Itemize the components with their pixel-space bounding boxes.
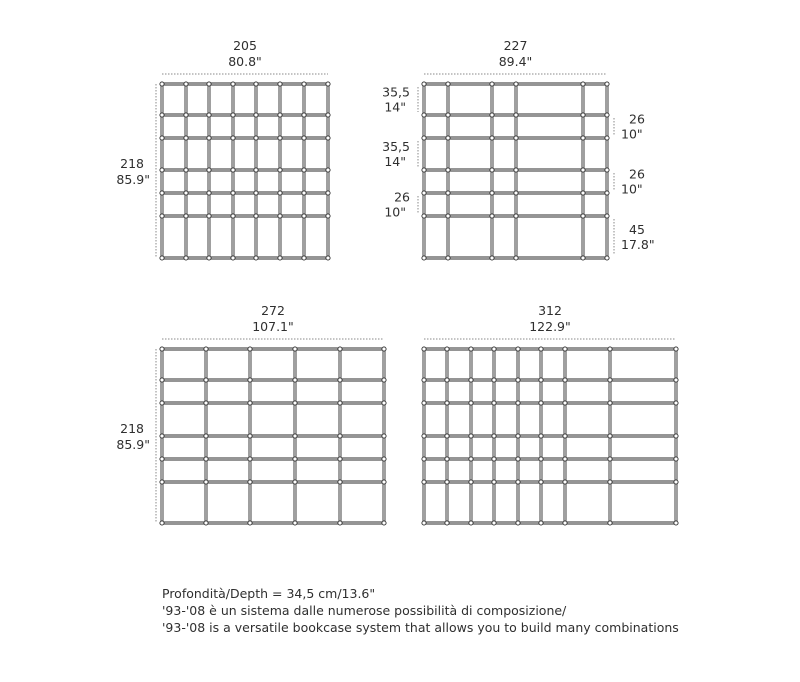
- joint-node: [445, 434, 449, 438]
- joint-node: [422, 256, 426, 260]
- row-label-in: 17.8": [621, 237, 655, 252]
- joint-node: [514, 113, 518, 117]
- joint-node: [231, 136, 235, 140]
- joint-node: [514, 256, 518, 260]
- joint-node: [293, 434, 297, 438]
- joint-node: [605, 82, 609, 86]
- joint-node: [338, 521, 342, 525]
- joint-node: [445, 521, 449, 525]
- joint-node: [204, 434, 208, 438]
- width-label-cm: 205: [233, 38, 257, 53]
- joint-node: [539, 521, 543, 525]
- width-label-cm: 227: [503, 38, 528, 53]
- joint-node: [608, 378, 612, 382]
- joint-node: [338, 434, 342, 438]
- joint-node: [445, 457, 449, 461]
- joint-node: [293, 378, 297, 382]
- joint-node: [605, 168, 609, 172]
- joint-node: [160, 191, 164, 195]
- joint-node: [302, 168, 306, 172]
- joint-node: [326, 168, 330, 172]
- row-label-cm: 26: [629, 111, 645, 127]
- joint-node: [160, 347, 164, 351]
- joint-node: [422, 434, 426, 438]
- joint-node: [248, 378, 252, 382]
- joint-node: [302, 82, 306, 86]
- joint-node: [674, 521, 678, 525]
- joint-node: [605, 136, 609, 140]
- joint-node: [674, 378, 678, 382]
- height-label-in: 85.9": [116, 437, 150, 452]
- joint-node: [338, 401, 342, 405]
- joint-node: [302, 256, 306, 260]
- row-label-in: 10": [621, 181, 643, 197]
- joint-node: [207, 82, 211, 86]
- joint-node: [160, 214, 164, 218]
- joint-node: [674, 457, 678, 461]
- row-label-cm: 26: [394, 189, 410, 205]
- joint-node: [608, 434, 612, 438]
- joint-node: [422, 401, 426, 405]
- joint-node: [563, 347, 567, 351]
- joint-node: [581, 113, 585, 117]
- joint-node: [207, 136, 211, 140]
- joint-node: [492, 480, 496, 484]
- joint-node: [326, 136, 330, 140]
- joint-node: [204, 401, 208, 405]
- joint-node: [207, 256, 211, 260]
- joint-node: [338, 378, 342, 382]
- joint-node: [382, 521, 386, 525]
- caption-english: '93-'08 is a versatile bookcase system that allows you to build many combinations: [162, 620, 679, 635]
- joint-node: [563, 457, 567, 461]
- joint-node: [445, 480, 449, 484]
- joint-node: [581, 136, 585, 140]
- joint-node: [446, 214, 450, 218]
- joint-node: [254, 82, 258, 86]
- joint-node: [422, 214, 426, 218]
- joint-node: [160, 378, 164, 382]
- row-label-cm: 35,5: [382, 139, 410, 154]
- joint-node: [278, 168, 282, 172]
- joint-node: [490, 214, 494, 218]
- joint-node: [231, 113, 235, 117]
- joint-node: [382, 378, 386, 382]
- joint-node: [492, 378, 496, 382]
- row-label-in: 10": [384, 204, 406, 220]
- caption-depth: Profondità/Depth = 34,5 cm/13.6": [162, 586, 376, 601]
- joint-node: [184, 136, 188, 140]
- joint-node: [160, 82, 164, 86]
- joint-node: [608, 457, 612, 461]
- joint-node: [231, 82, 235, 86]
- joint-node: [160, 136, 164, 140]
- joint-node: [490, 168, 494, 172]
- joint-node: [514, 214, 518, 218]
- joint-node: [445, 378, 449, 382]
- joint-node: [446, 256, 450, 260]
- joint-node: [563, 480, 567, 484]
- joint-node: [605, 113, 609, 117]
- joint-node: [605, 214, 609, 218]
- joint-node: [492, 521, 496, 525]
- joint-node: [248, 457, 252, 461]
- joint-node: [490, 136, 494, 140]
- joint-node: [293, 480, 297, 484]
- joint-node: [254, 214, 258, 218]
- width-label-cm: 312: [538, 303, 562, 318]
- joint-node: [674, 480, 678, 484]
- joint-node: [514, 136, 518, 140]
- joint-node: [539, 378, 543, 382]
- joint-node: [539, 347, 543, 351]
- joint-node: [293, 521, 297, 525]
- joint-node: [231, 256, 235, 260]
- joint-node: [326, 113, 330, 117]
- joint-node: [278, 136, 282, 140]
- joint-node: [581, 191, 585, 195]
- joint-node: [184, 214, 188, 218]
- bookcase-diagram-205: [116, 38, 330, 260]
- joint-node: [469, 401, 473, 405]
- row-label-in: 14": [384, 99, 406, 115]
- joint-node: [674, 434, 678, 438]
- joint-node: [160, 521, 164, 525]
- joint-node: [674, 401, 678, 405]
- joint-node: [516, 401, 520, 405]
- joint-node: [469, 457, 473, 461]
- height-label-cm: 218: [120, 421, 144, 436]
- joint-node: [184, 191, 188, 195]
- joint-node: [605, 256, 609, 260]
- joint-node: [563, 521, 567, 525]
- joint-node: [446, 136, 450, 140]
- joint-node: [302, 113, 306, 117]
- joint-node: [278, 191, 282, 195]
- joint-node: [608, 401, 612, 405]
- joint-node: [207, 191, 211, 195]
- joint-node: [608, 521, 612, 525]
- joint-node: [446, 82, 450, 86]
- joint-node: [160, 401, 164, 405]
- joint-node: [204, 347, 208, 351]
- joint-node: [302, 214, 306, 218]
- width-label-in: 107.1": [252, 319, 294, 334]
- joint-node: [248, 347, 252, 351]
- joint-node: [184, 256, 188, 260]
- joint-node: [516, 480, 520, 484]
- joint-node: [248, 480, 252, 484]
- joint-node: [490, 113, 494, 117]
- joint-node: [539, 480, 543, 484]
- row-label-cm: 26: [629, 166, 645, 182]
- joint-node: [539, 401, 543, 405]
- joint-node: [492, 347, 496, 351]
- joint-node: [231, 168, 235, 172]
- joint-node: [516, 347, 520, 351]
- joint-node: [674, 347, 678, 351]
- joint-node: [254, 168, 258, 172]
- joint-node: [490, 256, 494, 260]
- joint-node: [293, 401, 297, 405]
- height-label-in: 85.9": [116, 172, 150, 187]
- joint-node: [490, 191, 494, 195]
- joint-node: [293, 347, 297, 351]
- joint-node: [563, 401, 567, 405]
- joint-node: [446, 168, 450, 172]
- joint-node: [278, 256, 282, 260]
- joint-node: [422, 457, 426, 461]
- joint-node: [204, 378, 208, 382]
- joint-node: [422, 378, 426, 382]
- joint-node: [516, 521, 520, 525]
- joint-node: [254, 191, 258, 195]
- joint-node: [445, 347, 449, 351]
- joint-node: [160, 434, 164, 438]
- joint-node: [207, 113, 211, 117]
- joint-node: [422, 480, 426, 484]
- row-label-cm: 45: [629, 222, 645, 237]
- row-label-in: 10": [621, 126, 643, 142]
- joint-node: [326, 256, 330, 260]
- joint-node: [422, 521, 426, 525]
- joint-node: [422, 191, 426, 195]
- joint-node: [207, 168, 211, 172]
- joint-node: [382, 401, 386, 405]
- joint-node: [184, 82, 188, 86]
- bookcase-diagram-227: [382, 38, 654, 260]
- caption-italian: '93-'08 è un sistema dalle numerose possibilità di composizione/: [162, 603, 567, 618]
- joint-node: [514, 168, 518, 172]
- joint-node: [422, 168, 426, 172]
- joint-node: [422, 347, 426, 351]
- joint-node: [516, 378, 520, 382]
- joint-node: [326, 191, 330, 195]
- joint-node: [293, 457, 297, 461]
- joint-node: [382, 480, 386, 484]
- joint-node: [469, 347, 473, 351]
- joint-node: [278, 214, 282, 218]
- joint-node: [302, 136, 306, 140]
- joint-node: [446, 191, 450, 195]
- joint-node: [422, 113, 426, 117]
- joint-node: [338, 480, 342, 484]
- joint-node: [278, 113, 282, 117]
- joint-node: [581, 82, 585, 86]
- width-label-in: 122.9": [529, 319, 571, 334]
- width-label-cm: 272: [261, 303, 285, 318]
- joint-node: [231, 214, 235, 218]
- joint-node: [278, 82, 282, 86]
- bookcase-diagram-272: [116, 303, 386, 525]
- joint-node: [563, 434, 567, 438]
- joint-node: [516, 434, 520, 438]
- joint-node: [326, 82, 330, 86]
- row-label-in: 14": [384, 154, 406, 169]
- joint-node: [160, 168, 164, 172]
- joint-node: [445, 401, 449, 405]
- joint-node: [608, 347, 612, 351]
- joint-node: [469, 521, 473, 525]
- joint-node: [254, 256, 258, 260]
- joint-node: [422, 82, 426, 86]
- joint-node: [160, 256, 164, 260]
- row-label-cm: 35,5: [382, 84, 410, 100]
- width-label-in: 80.8": [228, 54, 262, 69]
- bookcase-diagram-312: [422, 303, 678, 525]
- joint-node: [539, 434, 543, 438]
- joint-node: [382, 457, 386, 461]
- joint-node: [160, 457, 164, 461]
- joint-node: [338, 457, 342, 461]
- joint-node: [469, 378, 473, 382]
- joint-node: [492, 457, 496, 461]
- joint-node: [581, 256, 585, 260]
- height-label-cm: 218: [120, 156, 144, 171]
- joint-node: [608, 480, 612, 484]
- joint-node: [514, 191, 518, 195]
- joint-node: [204, 457, 208, 461]
- joint-node: [492, 434, 496, 438]
- joint-node: [254, 113, 258, 117]
- joint-node: [492, 401, 496, 405]
- joint-node: [605, 191, 609, 195]
- width-label-in: 89.4": [498, 54, 533, 69]
- joint-node: [516, 457, 520, 461]
- joint-node: [539, 457, 543, 461]
- joint-node: [302, 191, 306, 195]
- joint-node: [254, 136, 258, 140]
- joint-node: [248, 521, 252, 525]
- joint-node: [446, 113, 450, 117]
- joint-node: [326, 214, 330, 218]
- joint-node: [581, 168, 585, 172]
- joint-node: [248, 401, 252, 405]
- joint-node: [382, 347, 386, 351]
- joint-node: [184, 113, 188, 117]
- joint-node: [469, 434, 473, 438]
- joint-node: [204, 480, 208, 484]
- joint-node: [160, 113, 164, 117]
- joint-node: [490, 82, 494, 86]
- joint-node: [338, 347, 342, 351]
- joint-node: [160, 480, 164, 484]
- joint-node: [563, 378, 567, 382]
- joint-node: [248, 434, 252, 438]
- joint-node: [514, 82, 518, 86]
- joint-node: [184, 168, 188, 172]
- joint-node: [382, 434, 386, 438]
- joint-node: [207, 214, 211, 218]
- joint-node: [422, 136, 426, 140]
- joint-node: [231, 191, 235, 195]
- joint-node: [469, 480, 473, 484]
- joint-node: [581, 214, 585, 218]
- joint-node: [204, 521, 208, 525]
